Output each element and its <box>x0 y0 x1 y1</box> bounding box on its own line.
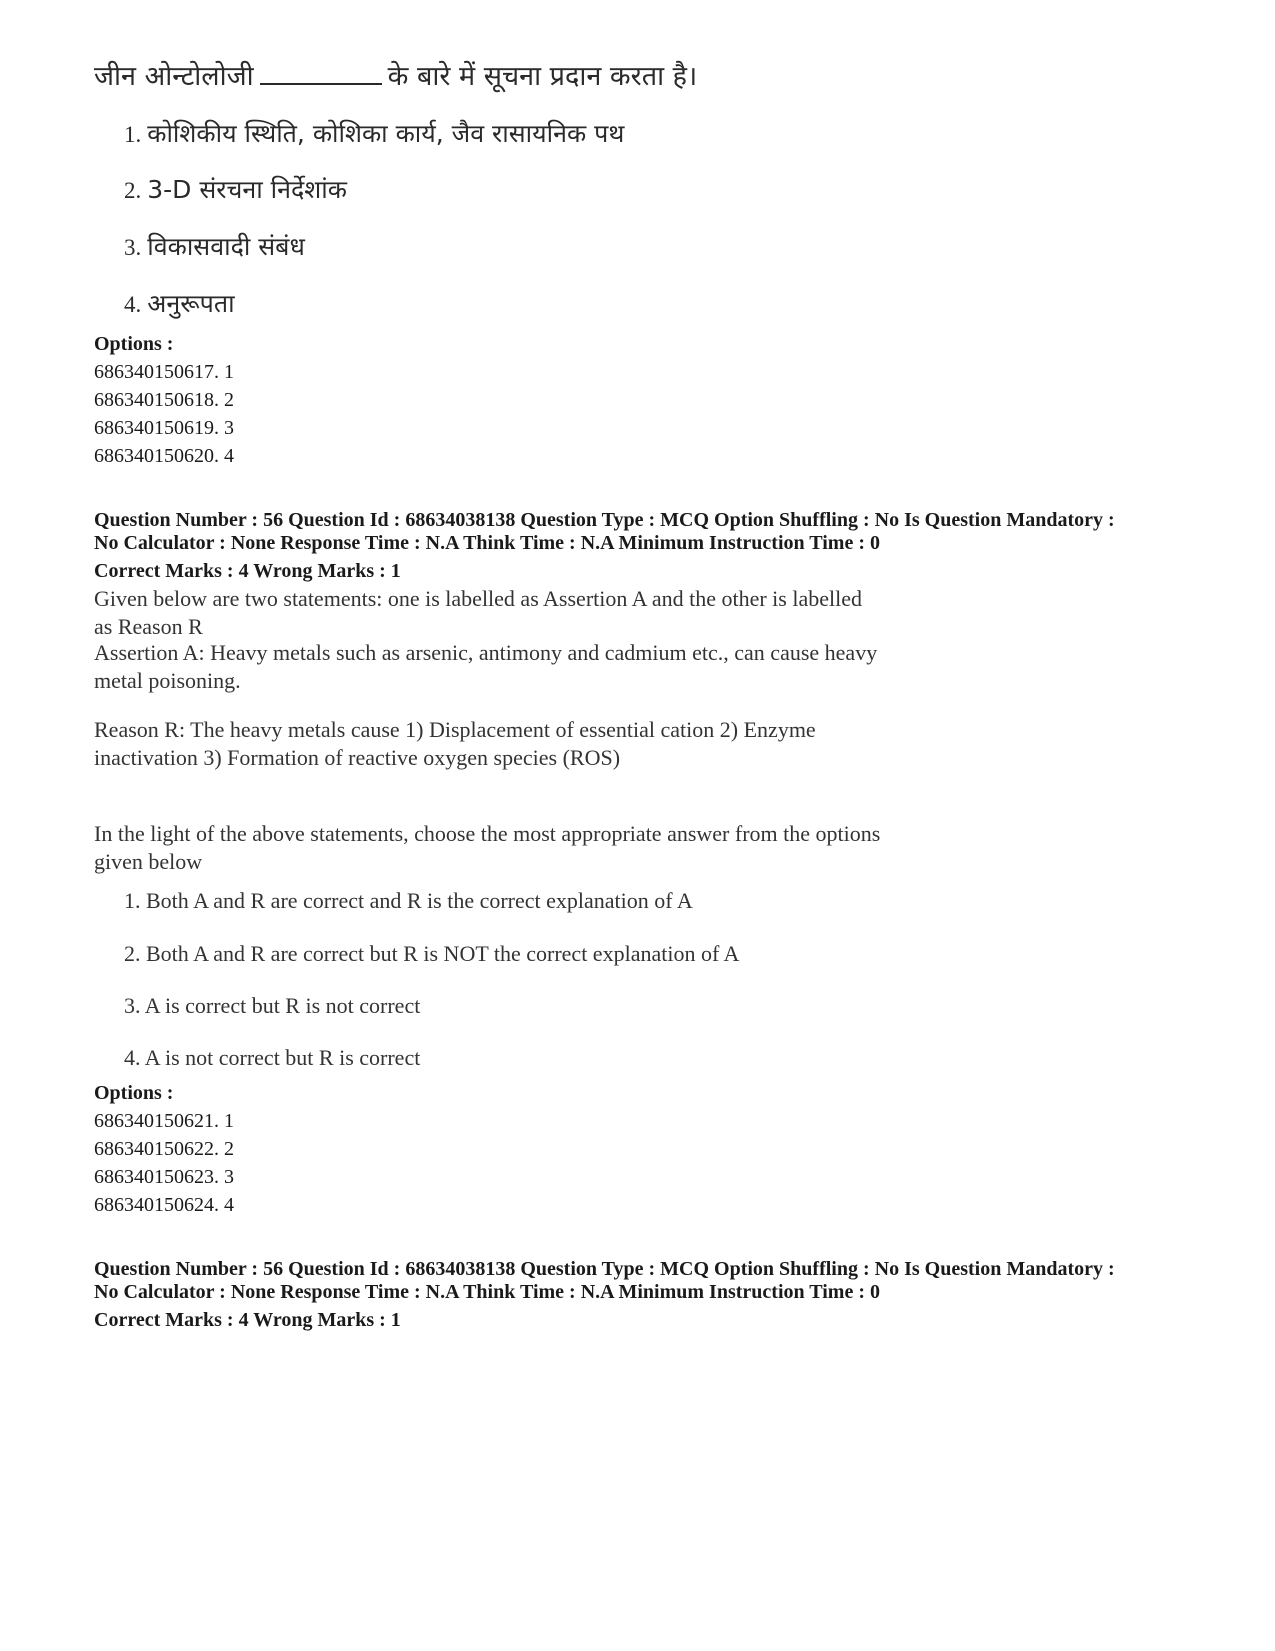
question-intro: Given below are two statements: one is labelled as Assertion A and the other is labelled as Reason R <box>94 586 862 639</box>
option-id: 686340150621. 1 <box>94 1110 234 1132</box>
option-id: 686340150624. 4 <box>94 1194 234 1216</box>
options-label: Options : <box>94 333 174 355</box>
hindi-option-1 <box>124 116 624 150</box>
question-post: के बारे में सूचना प्रदान करता है। <box>387 61 698 92</box>
answer-option-4: 4. A is not correct but R is correct <box>124 1045 421 1070</box>
option-text: 3-D संरचना निर्देशांक <box>147 175 347 204</box>
question-meta-line2: No Calculator : None Response Time : N.A Think Time : N.A Minimum Instruction Time : 0 <box>94 1281 880 1303</box>
assertion-statement: Assertion A: Heavy metals such as arsenic, antimony and cadmium etc., can cause heavy metal poisoning. <box>94 640 878 693</box>
question-meta-line1: Question Number : 56 Question Id : 68634038138 Question Type : MCQ Option Shuffling : No Is Question Mandatory : <box>94 1258 1115 1280</box>
option-id: 686340150620. 4 <box>94 445 234 467</box>
question-meta-line2: No Calculator : None Response Time : N.A Think Time : N.A Minimum Instruction Time : 0 <box>94 532 880 554</box>
options-label: Options : <box>94 1082 174 1104</box>
option-id: 686340150617. 1 <box>94 361 234 383</box>
question-text-hindi <box>94 56 697 93</box>
option-id: 686340150619. 3 <box>94 417 234 439</box>
marks-line: Correct Marks : 4 Wrong Marks : 1 <box>94 560 401 582</box>
option-id: 686340150622. 2 <box>94 1138 234 1160</box>
answer-option-2: 2. Both A and R are correct but R is NOT the correct explanation of A <box>124 941 740 966</box>
option-number: 3. <box>124 235 142 260</box>
option-id: 686340150618. 2 <box>94 389 234 411</box>
question-pre: जीन ओन्टोलोजी <box>94 61 254 92</box>
reason-statement: Reason R: The heavy metals cause 1) Displacement of essential cation 2) Enzyme inactivation 3) Formation of reactive oxygen species (ROS) <box>94 717 816 770</box>
option-number: 2. <box>124 178 142 203</box>
option-number: 1. <box>124 122 142 147</box>
option-text: अनुरूपता <box>147 289 235 318</box>
question-meta-line1: Question Number : 56 Question Id : 68634038138 Question Type : MCQ Option Shuffling : No Is Question Mandatory : <box>94 509 1115 531</box>
question-instruction: In the light of the above statements, choose the most appropriate answer from the options given below <box>94 821 881 874</box>
option-id: 686340150623. 3 <box>94 1166 234 1188</box>
option-text: विकासवादी संबंध <box>147 232 305 261</box>
answer-option-3: 3. A is correct but R is not correct <box>124 993 421 1018</box>
hindi-option-3 <box>124 229 305 263</box>
hindi-option-2 <box>124 172 347 206</box>
hindi-option-4 <box>124 286 235 320</box>
answer-option-1: 1. Both A and R are correct and R is the correct explanation of A <box>124 888 693 913</box>
fill-in-blank <box>260 61 382 85</box>
option-number: 4. <box>124 292 142 317</box>
option-text: कोशिकीय स्थिति, कोशिका कार्य, जैव रासायनिक पथ <box>147 119 625 148</box>
marks-line: Correct Marks : 4 Wrong Marks : 1 <box>94 1309 401 1331</box>
